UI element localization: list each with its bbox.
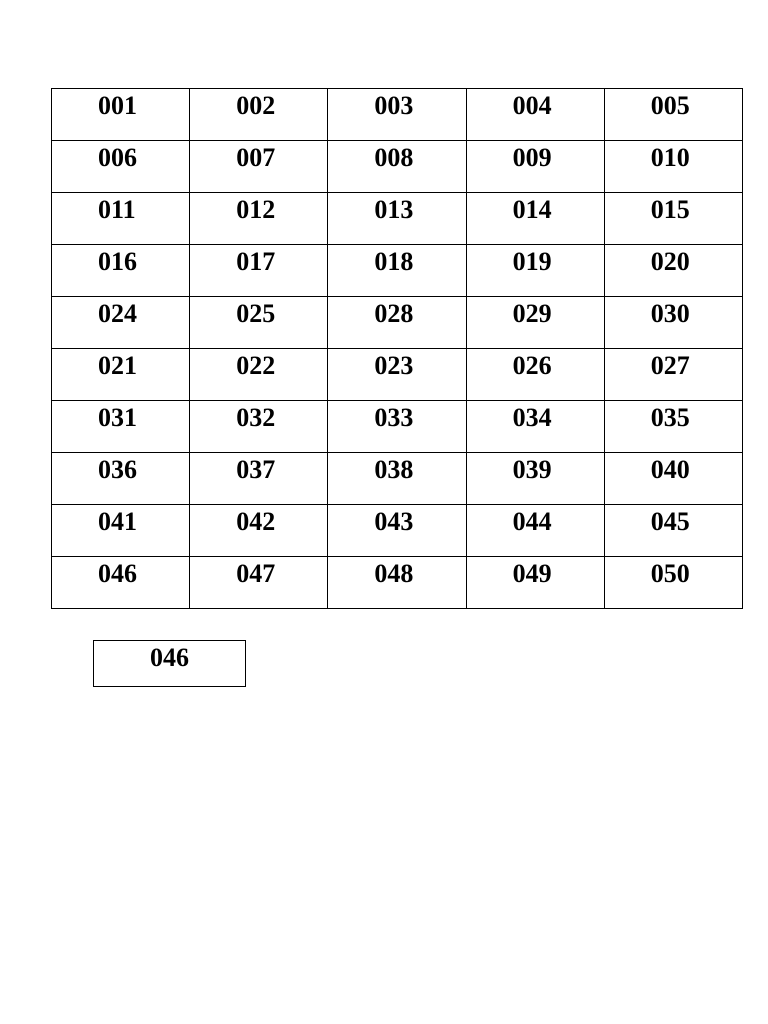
- number-cell: 008: [328, 141, 466, 193]
- table-row: [52, 297, 743, 349]
- number-cell: 021: [52, 349, 190, 401]
- table-row: [52, 453, 743, 505]
- number-cell: 001: [52, 89, 190, 141]
- number-cell: 033: [328, 401, 466, 453]
- number-cell: 006: [52, 141, 190, 193]
- number-cell: 030: [604, 297, 742, 349]
- table-row: [52, 505, 743, 557]
- number-cell: 031: [52, 401, 190, 453]
- number-cell: 040: [604, 453, 742, 505]
- number-cell: 047: [190, 557, 328, 609]
- number-cell: 011: [52, 193, 190, 245]
- number-grid-body: [52, 89, 743, 609]
- number-cell: 050: [604, 557, 742, 609]
- number-grid: [51, 88, 743, 609]
- number-cell: 017: [190, 245, 328, 297]
- number-cell: 041: [52, 505, 190, 557]
- number-cell: 043: [328, 505, 466, 557]
- number-cell: 036: [52, 453, 190, 505]
- number-cell: 038: [328, 453, 466, 505]
- number-cell: 024: [52, 297, 190, 349]
- number-cell: 048: [328, 557, 466, 609]
- table-row: [52, 557, 743, 609]
- number-cell: 034: [466, 401, 604, 453]
- number-cell: 028: [328, 297, 466, 349]
- number-cell: 007: [190, 141, 328, 193]
- number-cell: 015: [604, 193, 742, 245]
- table-row: [52, 193, 743, 245]
- number-cell: 018: [328, 245, 466, 297]
- number-cell: 032: [190, 401, 328, 453]
- number-cell: 003: [328, 89, 466, 141]
- number-cell: 049: [466, 557, 604, 609]
- number-cell: 002: [190, 89, 328, 141]
- number-cell: 010: [604, 141, 742, 193]
- number-cell: 005: [604, 89, 742, 141]
- number-cell: 029: [466, 297, 604, 349]
- number-cell: 027: [604, 349, 742, 401]
- number-cell: 046: [52, 557, 190, 609]
- number-cell: 012: [190, 193, 328, 245]
- number-cell: 022: [190, 349, 328, 401]
- single-number-box: 046: [93, 640, 246, 687]
- table-row: [52, 401, 743, 453]
- number-cell: 044: [466, 505, 604, 557]
- number-cell: 039: [466, 453, 604, 505]
- number-cell: 009: [466, 141, 604, 193]
- number-cell: 037: [190, 453, 328, 505]
- number-cell: 042: [190, 505, 328, 557]
- table-row: [52, 245, 743, 297]
- table-row: [52, 141, 743, 193]
- table-row: [52, 349, 743, 401]
- number-cell: 013: [328, 193, 466, 245]
- number-cell: 019: [466, 245, 604, 297]
- number-cell: 020: [604, 245, 742, 297]
- number-cell: 035: [604, 401, 742, 453]
- table-row: [52, 89, 743, 141]
- number-cell: 004: [466, 89, 604, 141]
- number-cell: 025: [190, 297, 328, 349]
- number-cell: 026: [466, 349, 604, 401]
- number-cell: 014: [466, 193, 604, 245]
- number-cell: 045: [604, 505, 742, 557]
- number-cell: 016: [52, 245, 190, 297]
- number-cell: 023: [328, 349, 466, 401]
